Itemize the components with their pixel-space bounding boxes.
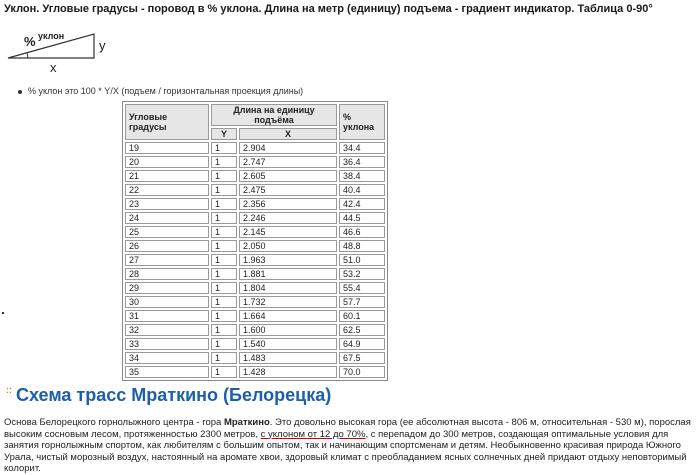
slope-diagram (6, 26, 116, 76)
table-cell: 34 (125, 352, 209, 364)
page-title: Уклон. Угловые градусы - поровод в % уклона. Длина на метр (единицу) подъема - градиент индикатор. Таблица 0-90° (4, 3, 653, 15)
description-text: Основа Белорецкого горнолыжного центра - гора (4, 417, 224, 428)
table-cell: 30 (125, 296, 209, 308)
table-cell: 2.145 (239, 226, 337, 238)
table-row (125, 156, 385, 168)
table-row (125, 240, 385, 252)
table-row (125, 142, 385, 154)
table-cell: 1 (211, 226, 237, 238)
table-cell: 2.904 (239, 142, 337, 154)
table-cell: 1.732 (239, 296, 337, 308)
table-cell: 44.5 (339, 212, 385, 224)
table-cell: 2.246 (239, 212, 337, 224)
table-cell: 1 (211, 310, 237, 322)
table-cell: 1 (211, 324, 237, 336)
table-cell: 1 (211, 366, 237, 378)
table-cell: 1.804 (239, 282, 337, 294)
table-cell: 32 (125, 324, 209, 336)
table-cell: 34.4 (339, 142, 385, 154)
table-cell: 1.881 (239, 268, 337, 280)
table-cell: 1 (211, 338, 237, 350)
table-cell: 23 (125, 198, 209, 210)
table-cell: 38.4 (339, 170, 385, 182)
table-cell: 25 (125, 226, 209, 238)
table-cell: 1.483 (239, 352, 337, 364)
table-cell: 1 (211, 296, 237, 308)
table-cell: 28 (125, 268, 209, 280)
table-cell: 57.7 (339, 296, 385, 308)
table-cell: 2.475 (239, 184, 337, 196)
slope-table (122, 101, 388, 381)
table-cell: 31 (125, 310, 209, 322)
table-cell: 1 (211, 240, 237, 252)
table-cell: 1 (211, 184, 237, 196)
table-cell: 64.9 (339, 338, 385, 350)
formula-text: % уклон это 100 * Y/X (подъем / горизонтальная проекция длины) (28, 86, 304, 96)
table-cell: 67.5 (339, 352, 385, 364)
table-cell: 40.4 (339, 184, 385, 196)
table-cell: 2.050 (239, 240, 337, 252)
table-cell: 1 (211, 268, 237, 280)
table-cell: 62.5 (339, 324, 385, 336)
slope-label: уклон (38, 31, 65, 41)
table-row (125, 254, 385, 266)
table-cell: 29 (125, 282, 209, 294)
table-cell: 1.664 (239, 310, 337, 322)
x-label: x (50, 60, 57, 75)
table-cell: 1.963 (239, 254, 337, 266)
table-cell: 1 (211, 170, 237, 182)
table-cell: 55.4 (339, 282, 385, 294)
table-row (125, 184, 385, 196)
table-cell: 51.0 (339, 254, 385, 266)
table-cell: 60.1 (339, 310, 385, 322)
y-label: y (99, 38, 106, 53)
table-row (125, 352, 385, 364)
table-cell: 2.747 (239, 156, 337, 168)
table-cell: 2.356 (239, 198, 337, 210)
column-header-length: Длина на единицу подъёма (211, 104, 337, 126)
table-cell: 1 (211, 254, 237, 266)
description-highlight: с уклоном от 12 до 70% (260, 428, 366, 440)
table-row (125, 324, 385, 336)
table-cell: 19 (125, 142, 209, 154)
table-row (125, 282, 385, 294)
table-cell: 1.540 (239, 338, 337, 350)
column-header-percent: % уклона (339, 104, 385, 140)
table-cell: 20 (125, 156, 209, 168)
heading-marker-icon: :: (6, 385, 12, 395)
description-paragraph (4, 417, 696, 475)
table-cell: 22 (125, 184, 209, 196)
table-cell: 48.8 (339, 240, 385, 252)
table-cell: 46.6 (339, 226, 385, 238)
description-text: . Это довольно высокая гора (ее абсолютная высота - 806 м, относительная - 530 м), порослая высоким сосновым лесом, протяженностью 2300 метров, (4, 417, 691, 440)
table-cell: 53.2 (339, 268, 385, 280)
table-row (125, 310, 385, 322)
angle-arc (27, 53, 28, 58)
description-bold: Мраткино (223, 417, 270, 428)
formula-bullet (18, 86, 303, 96)
table-cell: 1 (211, 142, 237, 154)
table-cell: 21 (125, 170, 209, 182)
section-title-text: Схема трасс Мраткино (Белорецка) (16, 385, 332, 405)
table-cell: 1.600 (239, 324, 337, 336)
table-row (125, 338, 385, 350)
table-cell: 1 (211, 212, 237, 224)
table-cell: 1 (211, 352, 237, 364)
section-heading (6, 385, 331, 406)
table-cell: 26 (125, 240, 209, 252)
table-cell: 42.4 (339, 198, 385, 210)
table-cell: 1 (211, 156, 237, 168)
column-header-x: X (239, 128, 337, 140)
percent-label: % (24, 34, 36, 49)
table-row (125, 226, 385, 238)
table-row (125, 268, 385, 280)
table-cell: 2.605 (239, 170, 337, 182)
table-row (125, 198, 385, 210)
table-cell: 1.428 (239, 366, 337, 378)
table-row (125, 170, 385, 182)
column-header-y: Y (211, 128, 237, 140)
table-cell: 70.0 (339, 366, 385, 378)
table-cell: 24 (125, 212, 209, 224)
table-row (125, 366, 385, 378)
table-cell: 36.4 (339, 156, 385, 168)
table-cell: 1 (211, 198, 237, 210)
table-cell: 27 (125, 254, 209, 266)
table-cell: 1 (211, 282, 237, 294)
table-cell: 35 (125, 366, 209, 378)
column-header-degrees: Угловые градусы (125, 104, 209, 140)
table-row (125, 296, 385, 308)
bullet-dot (18, 90, 22, 94)
table-cell: 33 (125, 338, 209, 350)
table-row (125, 212, 385, 224)
stray-dot (2, 312, 4, 314)
description-text: , с перепадом до 300 метров, создающая оптимальные условия для занятия горнолыжным спортом, как любителям с большим опытом, так и начинающим спортсменам и детям. Необыкновенно красивая природа Южного Урала, чистый морозный воздух, настоянный на аромате хвои, здоровый климат с преобладанием ясных солнечных дней придают отдыху неповторимый колорит. (4, 428, 687, 475)
